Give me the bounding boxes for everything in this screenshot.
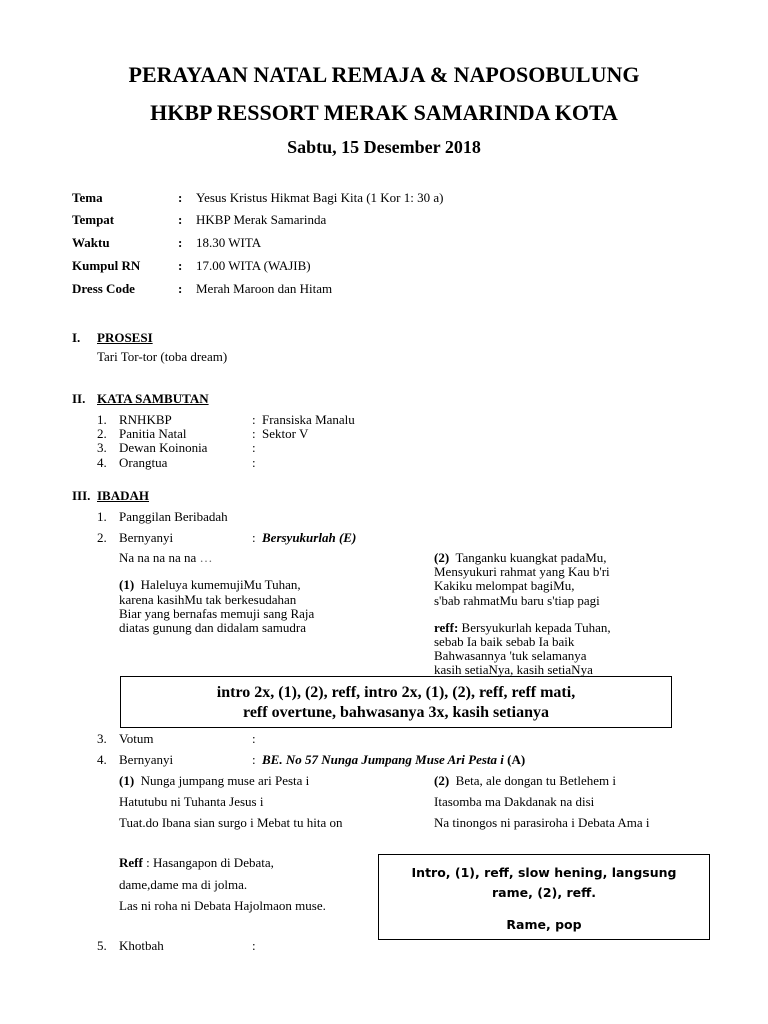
list-number: 3. [97,731,107,746]
song-intro: Na na na na na … [119,550,213,565]
list-sep: : [252,752,256,767]
lyric-line: kasih setiaNya, kasih setiaNya [434,662,593,677]
lyric-line: s'bab rahmatMu baru s'tiap pagi [434,593,600,608]
list-label: Bernyanyi [119,752,174,767]
info-value: 17.00 WITA (WAJIB) [196,258,311,273]
info-sep: : [178,281,183,296]
doc-title: PERAYAAN NATAL REMAJA & NAPOSOBULUNG [128,62,640,87]
list-label: Orangtua [119,455,168,470]
info-label: Waktu [72,235,110,250]
info-sep: : [178,258,183,273]
arrangement-box [378,854,710,940]
lyric-line: Hatutubu ni Tuhanta Jesus i [119,794,264,809]
lyric-line: Kakiku melompat bagiMu, [434,578,575,593]
section-title-prosesi: PROSESI [97,330,153,345]
list-label: Panggilan Beribadah [119,509,228,524]
list-number: 3. [97,440,107,455]
list-value: Sektor V [262,426,309,441]
lyric-line: (2) Beta, ale dongan tu Betlehem i [434,773,616,788]
prosesi-text: Tari Tor-tor (toba dream) [97,349,228,364]
list-number: 2. [97,426,107,441]
lyric-line: Na tinongos ni parasiroha i Debata Ama i [434,815,650,830]
lyric-line: Itasomba ma Dakdanak na disi [434,794,595,809]
info-sep: : [178,190,183,205]
doc-date: Sabtu, 15 Desember 2018 [287,137,481,157]
lyric-line: (1) Haleluya kumemujiMu Tuhan, [119,577,301,592]
info-value: 18.30 WITA [196,235,262,250]
section-number: I. [72,330,81,345]
info-sep: : [178,212,183,227]
info-value: HKBP Merak Samarinda [196,212,327,227]
list-sep: : [252,938,256,953]
lyric-line: Reff : Hasangapon di Debata, [119,855,274,870]
list-number: 2. [97,530,107,545]
song-title: BE. No 57 Nunga Jumpang Muse Ari Pesta i (A) [262,752,526,767]
list-sep: : [252,426,256,441]
info-label: Tempat [72,212,115,227]
section-number: III. [72,488,91,503]
lyric-line: Biar yang bernafas memuji sang Raja [119,606,315,621]
arrangement-line: Rame, pop [506,917,582,932]
lyric-line: Mensyukuri rahmat yang Kau b'ri [434,564,610,579]
list-number: 4. [97,752,107,767]
lyric-line: karena kasihMu tak berkesudahan [119,592,297,607]
lyric-line: Bahwasannya 'tuk selamanya [434,648,587,663]
list-label: Dewan Koinonia [119,440,208,455]
lyric-line: (2) Tanganku kuangkat padaMu, [434,550,607,565]
lyric-line: (1) Nunga jumpang muse ari Pesta i [119,773,310,788]
list-label: Khotbah [119,938,164,953]
lyric-line: Tuat.do Ibana sian surgo i Mebat tu hita on [119,815,343,830]
list-sep: : [252,455,256,470]
list-label: Panitia Natal [119,426,187,441]
lyric-line: Las ni roha ni Debata Hajolmaon muse. [119,898,326,913]
list-sep: : [252,731,256,746]
list-number: 5. [97,938,107,953]
section-title-sambutan: KATA SAMBUTAN [97,391,209,406]
arrangement-line: rame, (2), reff. [492,885,596,900]
arrangement-line: intro 2x, (1), (2), reff, intro 2x, (1), (2), reff, reff mati, [216,684,576,701]
list-label: Votum [119,731,154,746]
list-sep: : [252,440,256,455]
lyric-line: reff: Bersyukurlah kepada Tuhan, [434,620,611,635]
list-number: 4. [97,455,107,470]
arrangement-box [120,676,672,728]
song-title: Bersyukurlah (E) [262,530,357,545]
list-number: 1. [97,509,107,524]
info-value: Yesus Kristus Hikmat Bagi Kita (1 Kor 1: 30 a) [196,190,444,205]
arrangement-line: reff overtune, bahwasanya 3x, kasih setianya [243,704,549,721]
list-label: Bernyanyi [119,530,174,545]
lyric-line: diatas gunung dan didalam samudra [119,620,307,635]
list-value: Fransiska Manalu [262,412,355,427]
list-number: 1. [97,412,107,427]
list-label: RNHKBP [119,412,172,427]
doc-subtitle: HKBP RESSORT MERAK SAMARINDA KOTA [150,100,618,125]
arrangement-line: Intro, (1), reff, slow hening, langsung [411,865,677,880]
lyric-line: dame,dame ma di jolma. [119,877,248,892]
info-label: Dress Code [72,281,135,296]
section-number: II. [72,391,86,406]
list-sep: : [252,412,256,427]
info-label: Tema [72,190,103,205]
section-title-ibadah: IBADAH [97,488,150,503]
lyric-line: sebab Ia baik sebab Ia baik [434,634,575,649]
info-value: Merah Maroon dan Hitam [196,281,333,296]
info-label: Kumpul RN [72,258,141,273]
info-sep: : [178,235,183,250]
list-sep: : [252,530,256,545]
